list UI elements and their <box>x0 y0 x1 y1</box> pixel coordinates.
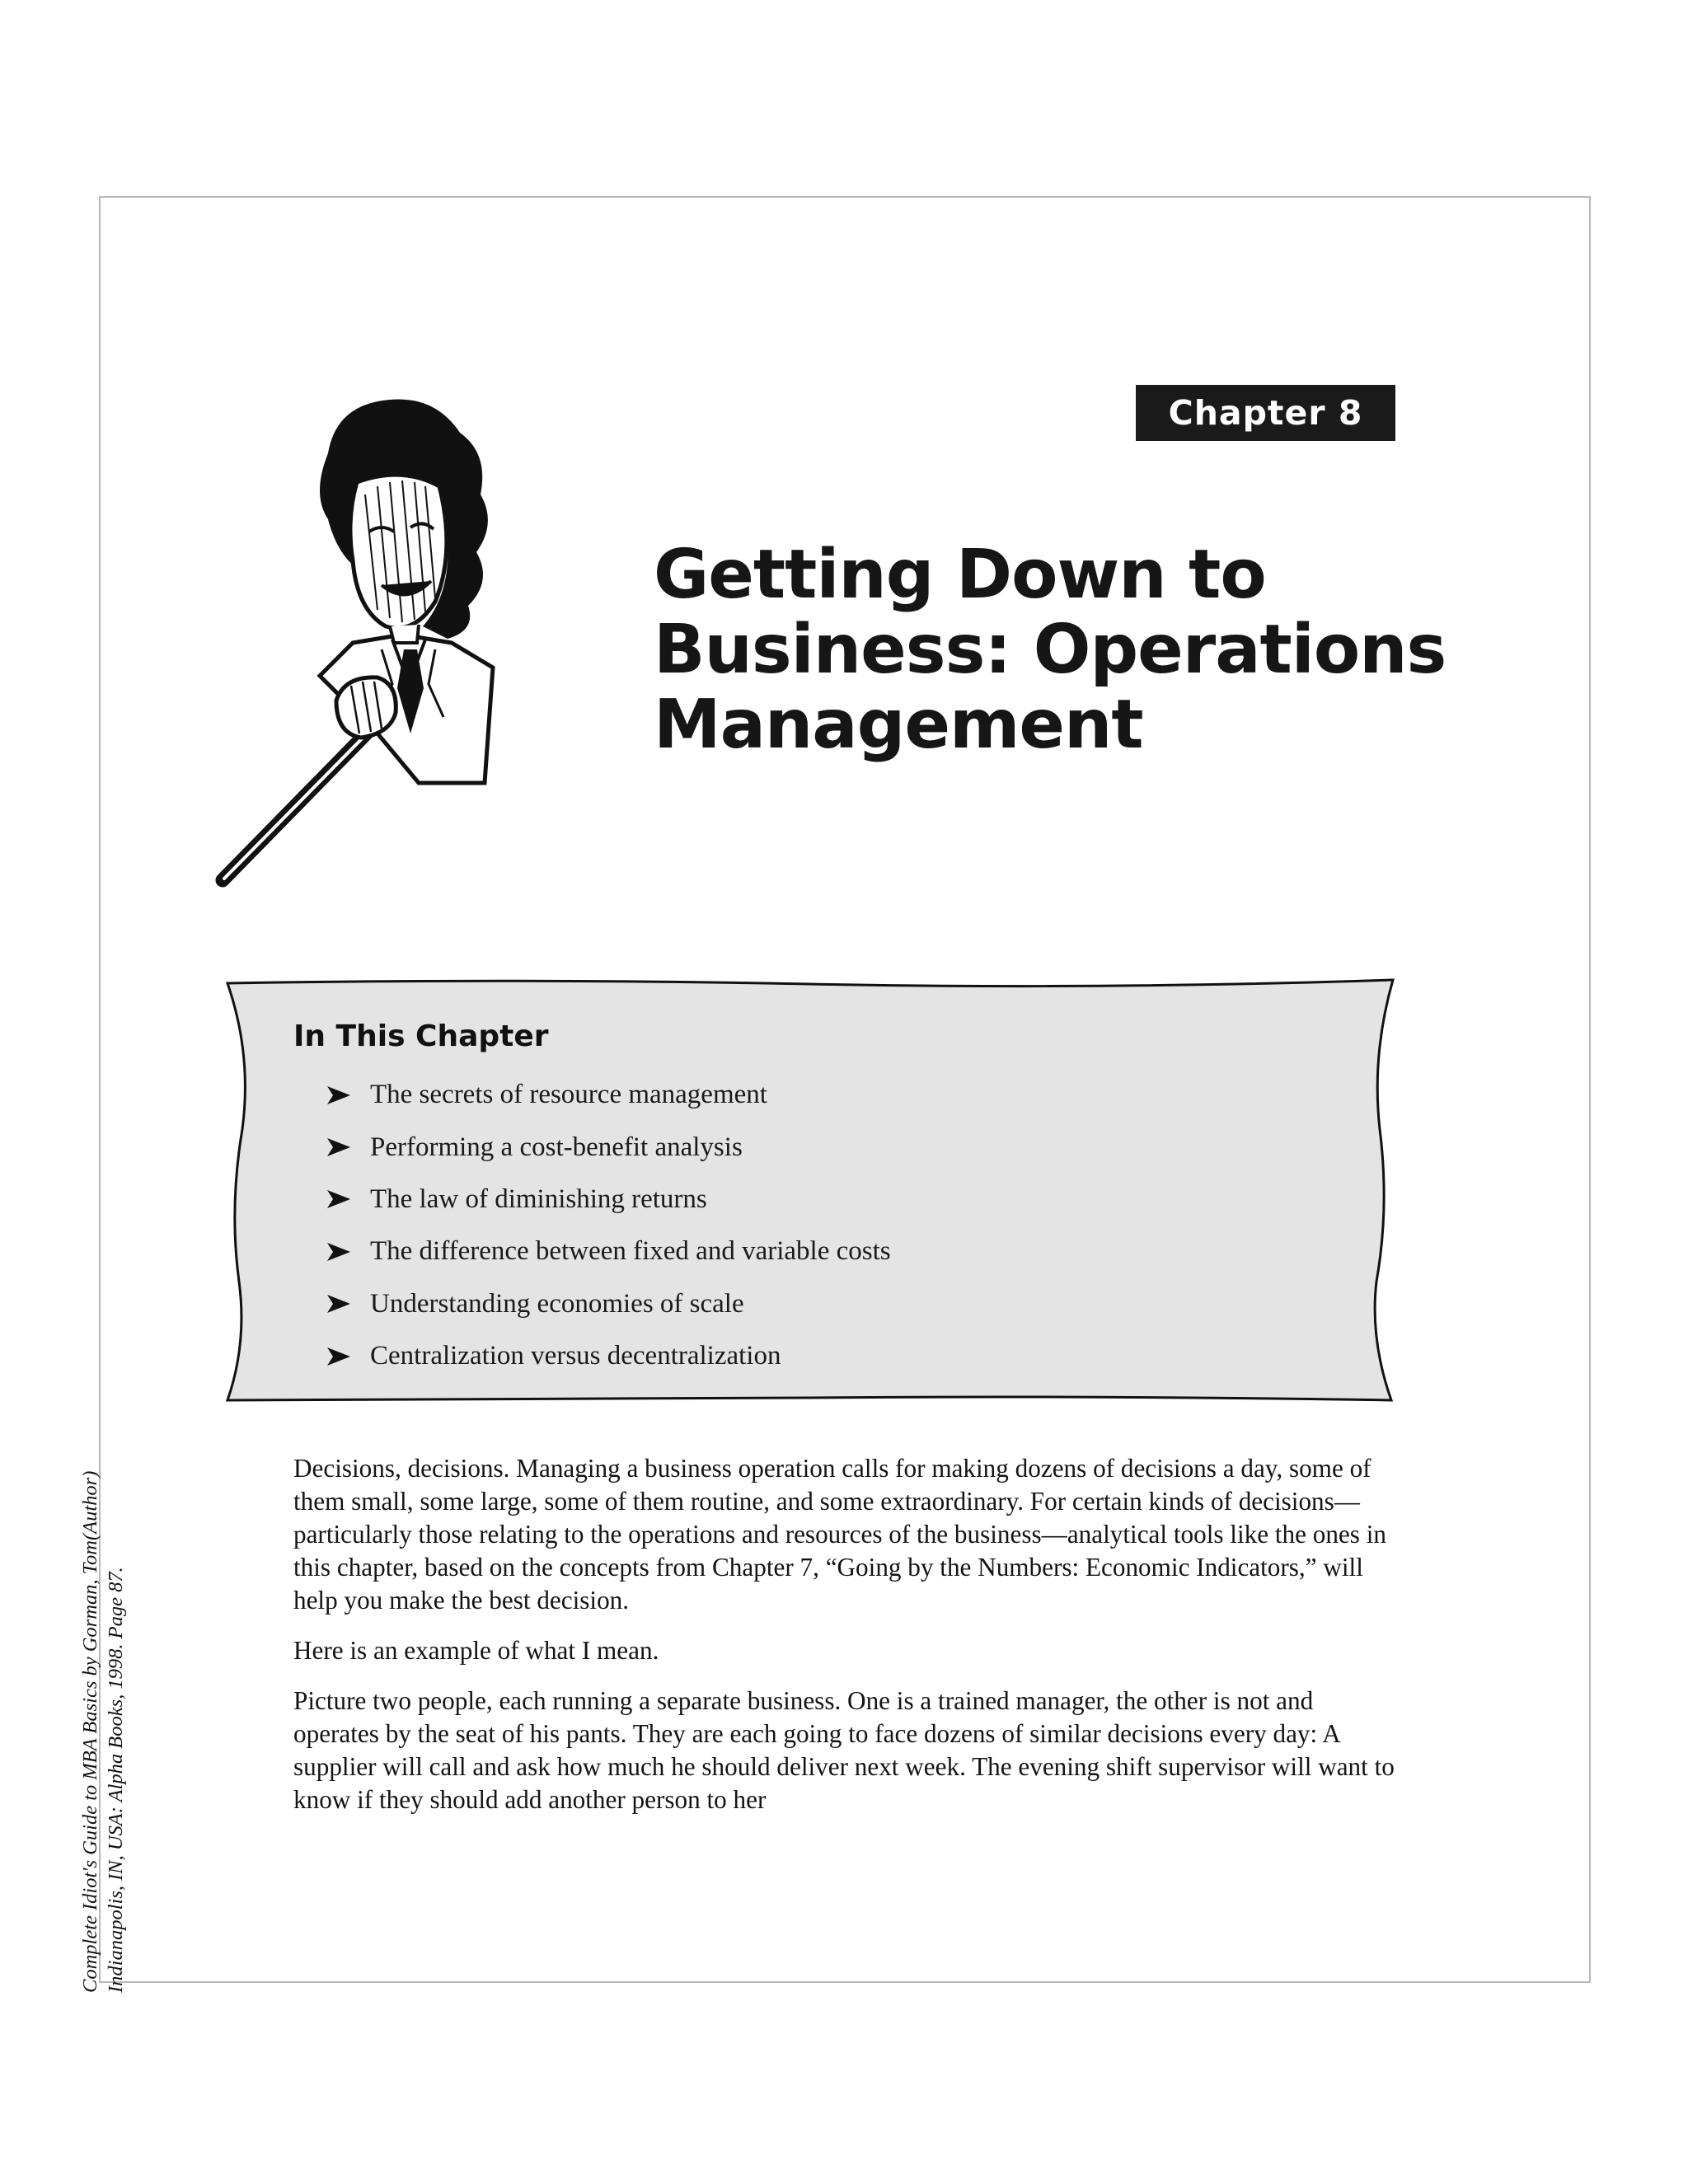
chapter-title-line-1: Getting Down to <box>654 536 1266 614</box>
list-item <box>327 1121 891 1173</box>
source-citation <box>77 1391 129 1993</box>
list-item <box>327 1174 891 1226</box>
arrowhead-bullet-icon <box>327 1243 350 1261</box>
list-item <box>327 1069 891 1121</box>
arrowhead-bullet-icon <box>327 1138 350 1156</box>
list-item-label: The law of diminishing returns <box>370 1183 707 1214</box>
list-item <box>327 1330 891 1382</box>
arrowhead-bullet-icon <box>327 1295 350 1313</box>
arrowhead-bullet-icon <box>327 1347 350 1366</box>
in-this-chapter-heading: In This Chapter <box>293 1019 549 1053</box>
list-item-label: The difference between fixed and variable costs <box>370 1236 891 1267</box>
chapter-topics-list <box>327 1069 891 1382</box>
source-citation-line-2: Indianapolis, IN, USA: Alpha Books, 1998. Page 87. <box>105 1567 127 1993</box>
arrowhead-bullet-icon <box>327 1190 350 1208</box>
list-item <box>327 1226 891 1277</box>
body-paragraph-3: Picture two people, each running a separate business. One is a trained manager, the other is not and operates by the seat of his pants. They are each going to face dozens of similar decisions every day: A supplier will call and ask how much he should deliver next week. The evening shift supervisor will want to know if they should add another person to her <box>293 1686 1395 1814</box>
list-item <box>327 1278 891 1330</box>
chapter-number-badge: Chapter 8 <box>1136 385 1395 441</box>
list-item-label: Performing a cost-benefit analysis <box>370 1132 743 1162</box>
body-text <box>293 1452 1398 1834</box>
arrowhead-bullet-icon <box>327 1086 350 1104</box>
list-item-label: Centralization versus decentralization <box>370 1341 781 1371</box>
teacher-with-pointer-illustration <box>213 387 625 890</box>
body-paragraph-2: Here is an example of what I mean. <box>293 1636 659 1665</box>
chapter-title-line-2: Business: Operations <box>654 611 1447 689</box>
body-paragraph-1: Decisions, decisions. Managing a business operation calls for making dozens of decisions a day, some of them small, some large, some of them routine, and some extraordinary. For certain kinds of decisions—particularly those relating to the operations and resources of the business—analytical tools like the ones in this chapter, based on the concepts from Chapter 7, “Going by the Numbers: Economic Indicators,” will help you make the best decision. <box>293 1454 1386 1615</box>
list-item-label: Understanding economies of scale <box>370 1288 744 1319</box>
in-this-chapter-box <box>224 977 1396 1405</box>
chapter-title-line-3: Management <box>654 686 1143 764</box>
chapter-title <box>654 537 1577 762</box>
source-citation-line-1: Complete Idiot's Guide to MBA Basics by Gorman, Tom(Author) <box>79 1470 101 1993</box>
list-item-label: The secrets of resource management <box>370 1080 767 1110</box>
